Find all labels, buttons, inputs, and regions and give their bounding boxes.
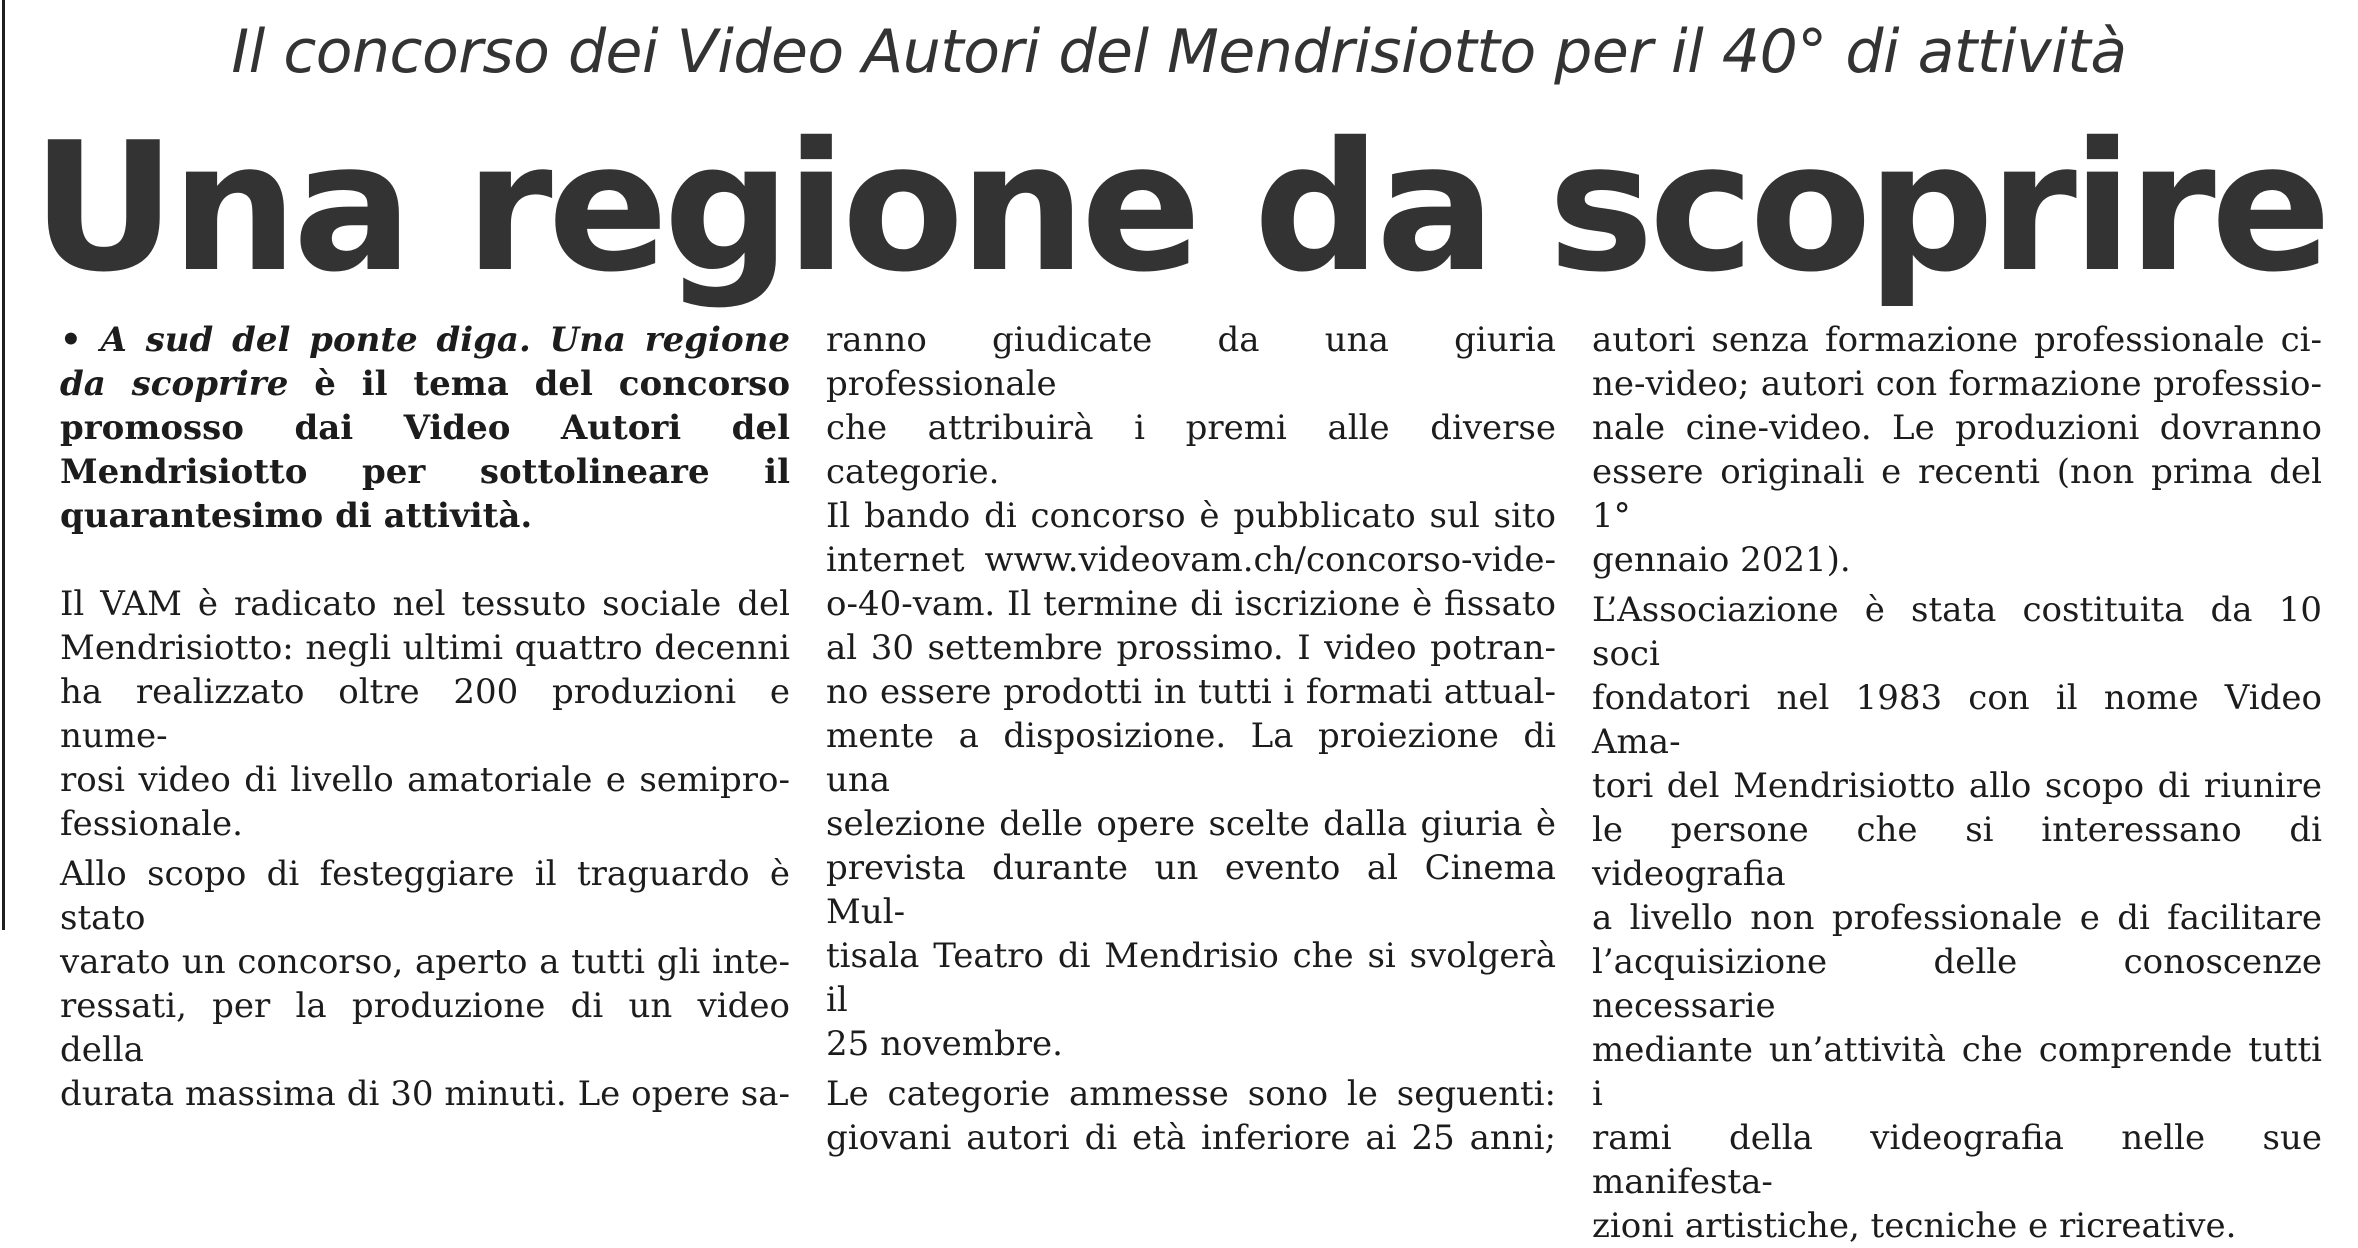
- text-line: al 30 settembre prossimo. I video potran-: [826, 628, 1556, 668]
- paragraph: [60, 852, 790, 1116]
- text-line: varato un concorso, aperto a tutti gli inte-: [60, 942, 790, 982]
- text-line: o-40-vam. Il termine di iscrizione è fissato: [826, 584, 1556, 624]
- paragraph: [1592, 588, 2322, 1248]
- text-line: Il bando di concorso è pubblicato sul sito: [826, 496, 1556, 536]
- text-line: giovani autori di età inferiore ai 25 anni;: [826, 1118, 1556, 1158]
- text-line: fessionale.: [60, 804, 243, 844]
- text-line: rami della videografia nelle sue manifesta-: [1592, 1118, 2322, 1202]
- text-line: gennaio 2021).: [1592, 540, 1851, 580]
- text-line: no essere prodotti in tutti i formati attual-: [826, 672, 1556, 712]
- lead-paragraph: [60, 318, 790, 538]
- text-line: zioni artistiche, tecniche e ricreative.: [1592, 1206, 2237, 1246]
- text-line: internet www.videovam.ch/concorso-vide-: [826, 540, 1556, 580]
- text-line: tisala Teatro di Mendrisio che si svolgerà il: [826, 936, 1556, 1020]
- text-line: Mendrisiotto: negli ultimi quattro decenni: [60, 628, 790, 668]
- col2-body: [826, 318, 1556, 1160]
- lead-text-end: per sottolineare il quarantesimo di attività.: [60, 452, 790, 536]
- text-line: a livello non professionale e di facilitare: [1592, 898, 2322, 938]
- lead-bullet: •: [60, 320, 101, 360]
- text-line: tori del Mendrisiotto allo scopo di riunire: [1592, 766, 2322, 806]
- paragraph: [826, 1072, 1556, 1160]
- col3-body: [1592, 318, 2322, 1248]
- text-line: Il VAM è radicato nel tessuto sociale del: [60, 584, 790, 624]
- text-line: ranno giudicate da una giuria professionale: [826, 320, 1556, 404]
- text-line: mente a disposizione. La proiezione di una: [826, 716, 1556, 800]
- lead-italic: A sud del ponte diga. Una regione da scoprire: [60, 320, 790, 404]
- text-line: prevista durante un evento al Cinema Mul-: [826, 848, 1556, 932]
- text-line: l’acquisizione delle conoscenze necessarie: [1592, 942, 2322, 1026]
- paragraph: [826, 318, 1556, 1066]
- text-line: mediante un’attività che comprende tutti i: [1592, 1030, 2322, 1114]
- text-line: nale cine-video. Le produzioni dovranno: [1592, 408, 2322, 448]
- text-line: ne-video; autori con formazione professio-: [1592, 364, 2322, 404]
- text-line: rosi video di livello amatoriale e semipro-: [60, 760, 790, 800]
- text-line: le persone che si interessano di videografia: [1592, 810, 2322, 894]
- text-line: selezione delle opere scelte dalla giuria è: [826, 804, 1556, 844]
- headline: Una regione da scoprire: [31, 104, 2327, 311]
- lead-strong: Video Autori del Mendrisiotto: [60, 408, 790, 492]
- article-column-2: [826, 318, 1556, 1160]
- paragraph: [1592, 318, 2322, 582]
- text-line: che attribuirà i premi alle diverse categorie.: [826, 408, 1556, 492]
- article-column-1: [60, 318, 790, 1116]
- kicker: Il concorso dei Video Autori del Mendrisiotto per il 40° di attività: [231, 17, 2127, 87]
- text-line: durata massima di 30 minuti. Le opere sa-: [60, 1074, 790, 1114]
- text-line: 25 novembre.: [826, 1024, 1063, 1064]
- text-line: Le categorie ammesse sono le seguenti:: [826, 1074, 1556, 1114]
- text-line: L’Associazione è stata costituita da 10 soci: [1592, 590, 2322, 674]
- lead-text: è il tema del concorso promosso dai: [60, 364, 790, 448]
- paragraph: [60, 582, 790, 846]
- article-column-3: [1592, 318, 2322, 1248]
- text-line: ressati, per la produzione di un video della: [60, 986, 790, 1070]
- text-line: essere originali e recenti (non prima del 1°: [1592, 452, 2322, 536]
- text-line: Allo scopo di festeggiare il traguardo è stato: [60, 854, 790, 938]
- text-line: autori senza formazione professionale ci-: [1592, 320, 2322, 360]
- text-line: ha realizzato oltre 200 produzioni e nume-: [60, 672, 790, 756]
- text-line: fondatori nel 1983 con il nome Video Ama-: [1592, 678, 2322, 762]
- col1-body: [60, 582, 790, 1116]
